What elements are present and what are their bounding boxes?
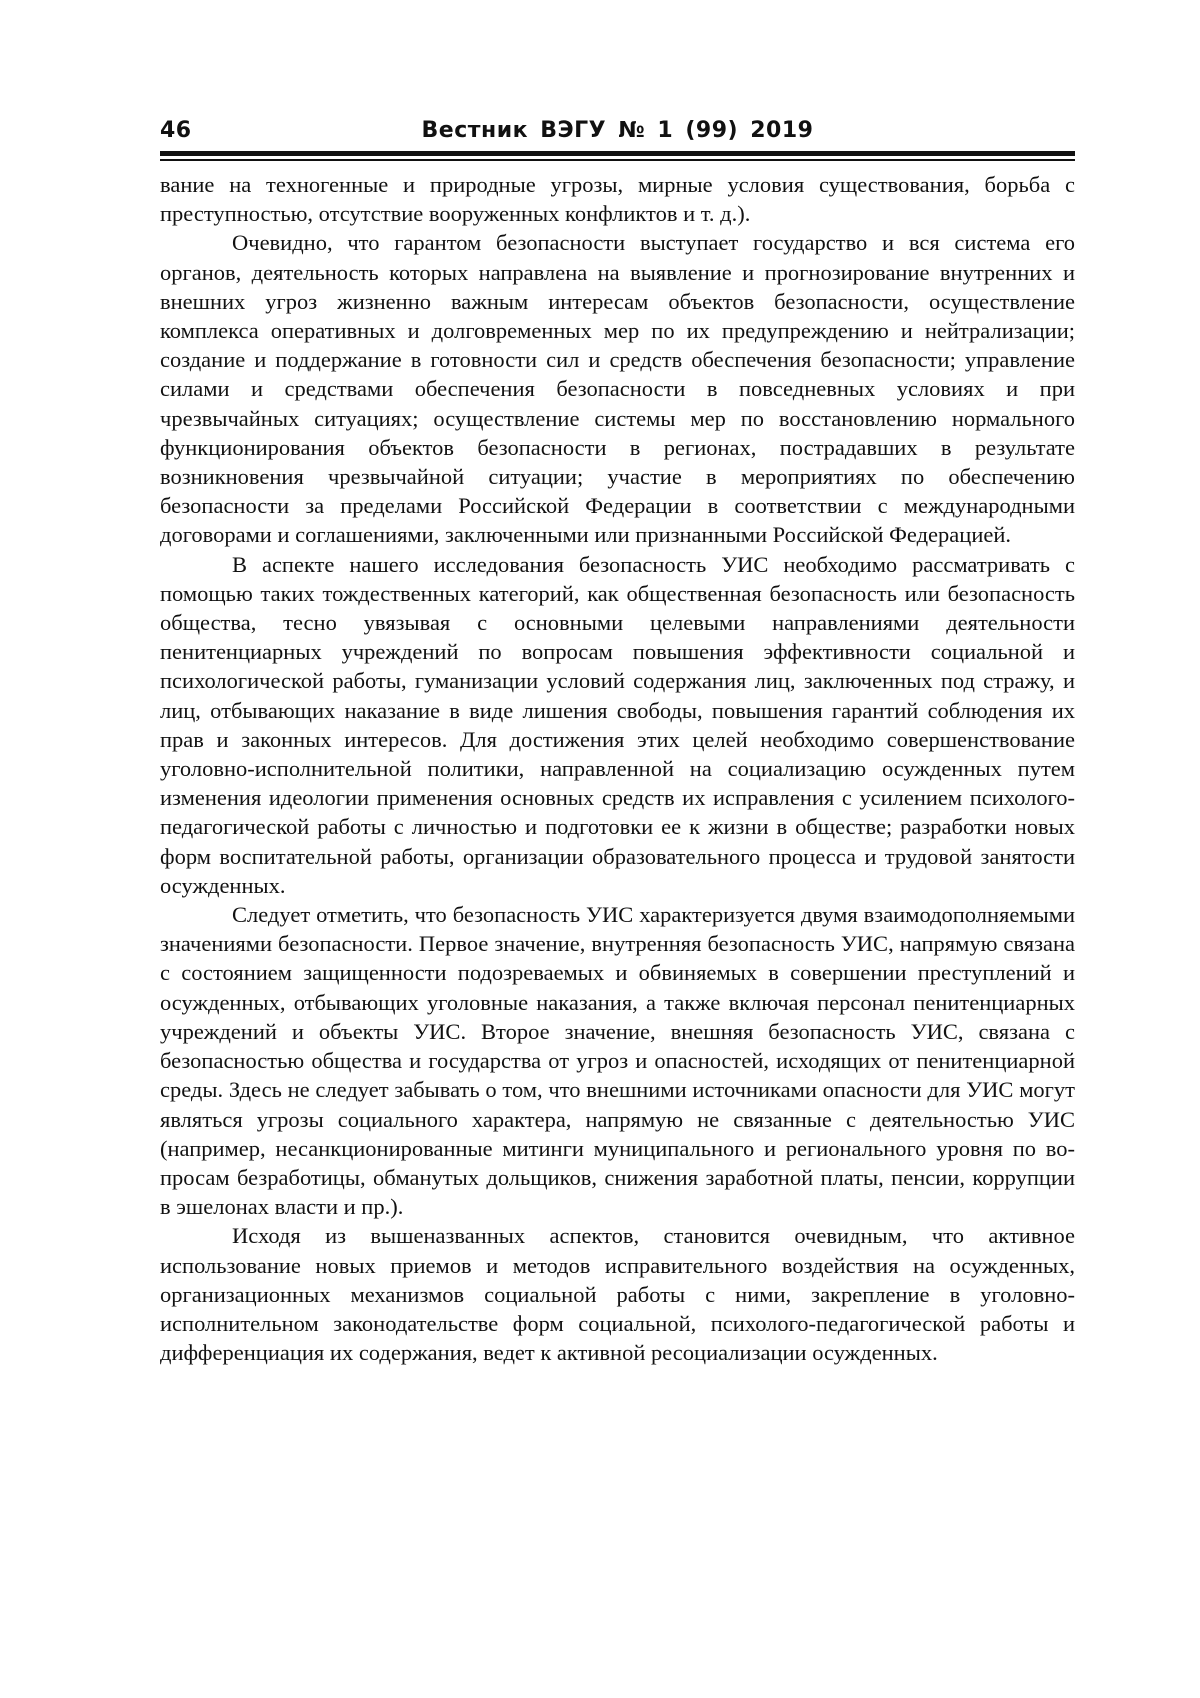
paragraph-conclusion: Исходя из вышеназванных аспектов, становится очевидным, что активное использование новых приемов и методов исправительного воздействия на осужденных, организационных механизмов социальной работы с ними, закрепление в уголовно-исполнительном законодательстве форм социальной, психолого-педагогической работы и дифференциация их содержания, ведет к активной ресоциализации осужденных. [160,1223,1075,1366]
paragraph-research-aspect: В аспекте нашего исследования безопасность УИС необходимо рассматривать с помощью таких тождественных категорий, как общественная безопасность или безопасность общества, тесно увязывая с основными целевыми направлениями деятельности пенитенциарных учреждений по вопросам повышения эффективности социальной и психологической работы, гуманизации условий содержания лиц, заключенных под стражу, и лиц, отбывающих наказание в виде лишения свободы, повышения гарантий соблюдения их прав и законных интересов. Для достижения этих целей необходимо совершенствование уголовно-исполнительной политики, направленной на социализацию осужденных путем изменения идеологии применения основных средств их исправления с усилением психолого-педагогической работы с личностью и подготовки ее к жизни в обществе; разработки новых форм воспитательной работы, организации образовательного процесса и трудовой занятости осужденных. [160,551,1075,898]
article-body [160,170,1075,1367]
header-rule-thin [160,159,1075,161]
page-number: 46 [160,118,192,143]
paragraph-state-guarantor: Очевидно, что гарантом безопасности выступает государство и вся система его органов, деятельность которых направлена на выявление и прогнозирование внутренних и внешних угроз жизненно важным интересам объектов безопасности, осуществление комплекса оперативных и долговременных мер по их предупреждению и нейтрализации; создание и поддержание в готовности сил и средств обеспечения безопасности; управление силами и средствами обеспечения безопасности в повседневных условиях и при чрезвычайных ситуациях; осуществление системы мер по восстановлению нормального функционирования объектов безопасности в регионах, пострадавших в результате возникновения чрезвычайной ситуации; участие в мероприятиях по обеспечению безопасности за пределами Российской Федерации в соответствии с международными договорами и соглашениями, заключенными или признанными Российской Федерацией. [160,230,1075,548]
journal-title: Вестник ВЭГУ № 1 (99) 2019 [421,118,814,143]
paragraph-two-meanings: Следует отметить, что безопасность УИС характеризуется двумя взаимодополняемыми значениями безопасности. Первое значение, внутренняя безопасность УИС, напрямую связана с состоянием защищенности подозреваемых и обвиняемых в совершении преступлений и осужденных, отбывающих уголовные наказания, а также включая персонал пенитенциарных учреждений и объекты УИС. Второе значение, внешняя безопасность УИС, связана с безопасностью общества и государства от угроз и опасностей, исходящих от пенитенциарной среды. Здесь не следует забывать о том, что внешними источниками опасности для УИС могут являться угрозы социального характера, напрямую не связанные с деятельностью УИС (например, несанкционированные митинги муниципального и регионального уровня по вопросам безработицы, обманутых дольщиков, снижения заработной платы, пенсии, коррупции в эшелонах власти и пр.). [160,902,1075,1220]
running-header [160,116,1075,146]
paragraph-continuation: вание на техногенные и природные угрозы, мирные условия существования, борьба с преступностью, отсутствие вооруженных конфликтов и т. д.). [160,172,1075,227]
header-rule-thick [160,151,1075,156]
